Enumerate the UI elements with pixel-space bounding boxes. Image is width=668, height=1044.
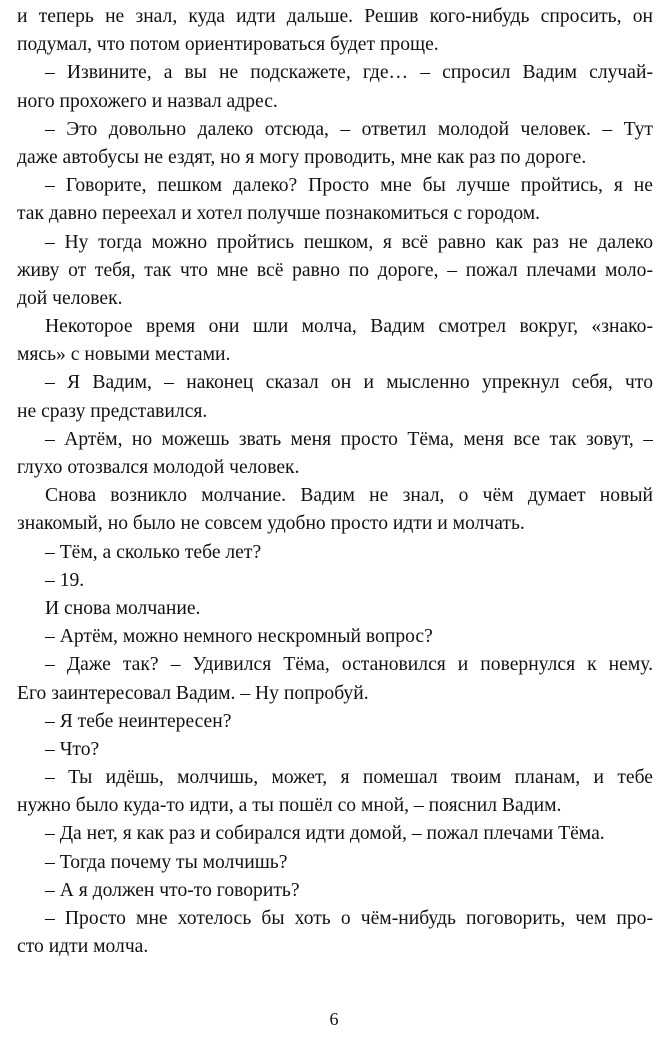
text-line: – Говорите, пешком далеко? Просто мне бы лучше пройтись, я не — [45, 175, 653, 197]
text-line: дой человек. — [17, 287, 123, 309]
text-line: – Я тебе неинтересен? — [45, 710, 232, 732]
text-line: – Я Вадим, – наконец сказал он и мысленно упрекнул себя, что — [45, 372, 653, 394]
text-line: – Это довольно далеко отсюда, – ответил молодой человек. – Тут — [45, 118, 653, 140]
text-line: нужно было куда-то идти, а ты пошёл со мной, – пояснил Вадим. — [17, 795, 562, 817]
text-line: – 19. — [45, 569, 85, 591]
text-line: даже автобусы не ездят, но я могу проводить, мне как раз по дороге. — [17, 146, 587, 168]
text-line: сто идти молча. — [17, 936, 149, 958]
text-line: подумал, что потом ориентироваться будет проще. — [17, 34, 439, 56]
text-line: знакомый, но было не совсем удобно просто идти и молчать. — [17, 513, 525, 535]
text-line: не сразу представился. — [17, 400, 208, 422]
text-line: Некоторое время они шли молча, Вадим смотрел вокруг, «знако- — [45, 316, 653, 338]
page-number: 6 — [329, 1009, 339, 1029]
text-line: Снова возникло молчание. Вадим не знал, о чём думает новый — [45, 485, 653, 507]
text-line: ного прохожего и назвал адрес. — [17, 90, 278, 112]
text-line: – Артём, можно немного нескромный вопрос? — [45, 626, 433, 648]
text-line: так давно переехал и хотел получше познакомиться с городом. — [17, 203, 541, 225]
text-line: глухо отозвался молодой человек. — [17, 457, 300, 478]
text-line: – Артём, но можешь звать меня просто Тёма, меня все так зовут, – — [45, 428, 653, 450]
text-line: – Да нет, я как раз и собирался идти домой, – пожал плечами Тёма. — [45, 823, 605, 845]
text-line: живу от тебя, так что мне всё равно по дороге, – пожал плечами моло- — [17, 259, 653, 281]
text-line: И снова молчание. — [45, 597, 201, 619]
text-line: – Даже так? – Удивился Тёма, остановился и повернулся к нему. — [45, 654, 653, 676]
text-line: – Тогда почему ты молчишь? — [45, 851, 288, 873]
text-line: – Просто мне хотелось бы хоть о чём-нибудь поговорить, чем про- — [45, 908, 653, 929]
text-line: и теперь не знал, куда идти дальше. Решив кого-нибудь спросить, он — [17, 6, 653, 27]
text-line: Его заинтересовал Вадим. – Ну попробуй. — [17, 682, 369, 704]
text-line: – Что? — [45, 738, 100, 760]
text-line: мясь» с новыми местами. — [17, 344, 231, 366]
text-line: – Извините, а вы не подскажете, где… – спросил Вадим случай- — [45, 62, 653, 84]
text-line: – А я должен что-то говорить? — [45, 879, 300, 901]
text-line: – Ты идёшь, молчишь, может, я помешал твоим планам, и тебе — [45, 767, 653, 789]
text-line: – Тём, а сколько тебе лет? — [45, 541, 262, 563]
text-line: – Ну тогда можно пройтись пешком, я всё равно как раз не далеко — [45, 231, 653, 253]
page-body-text — [17, 3, 653, 961]
